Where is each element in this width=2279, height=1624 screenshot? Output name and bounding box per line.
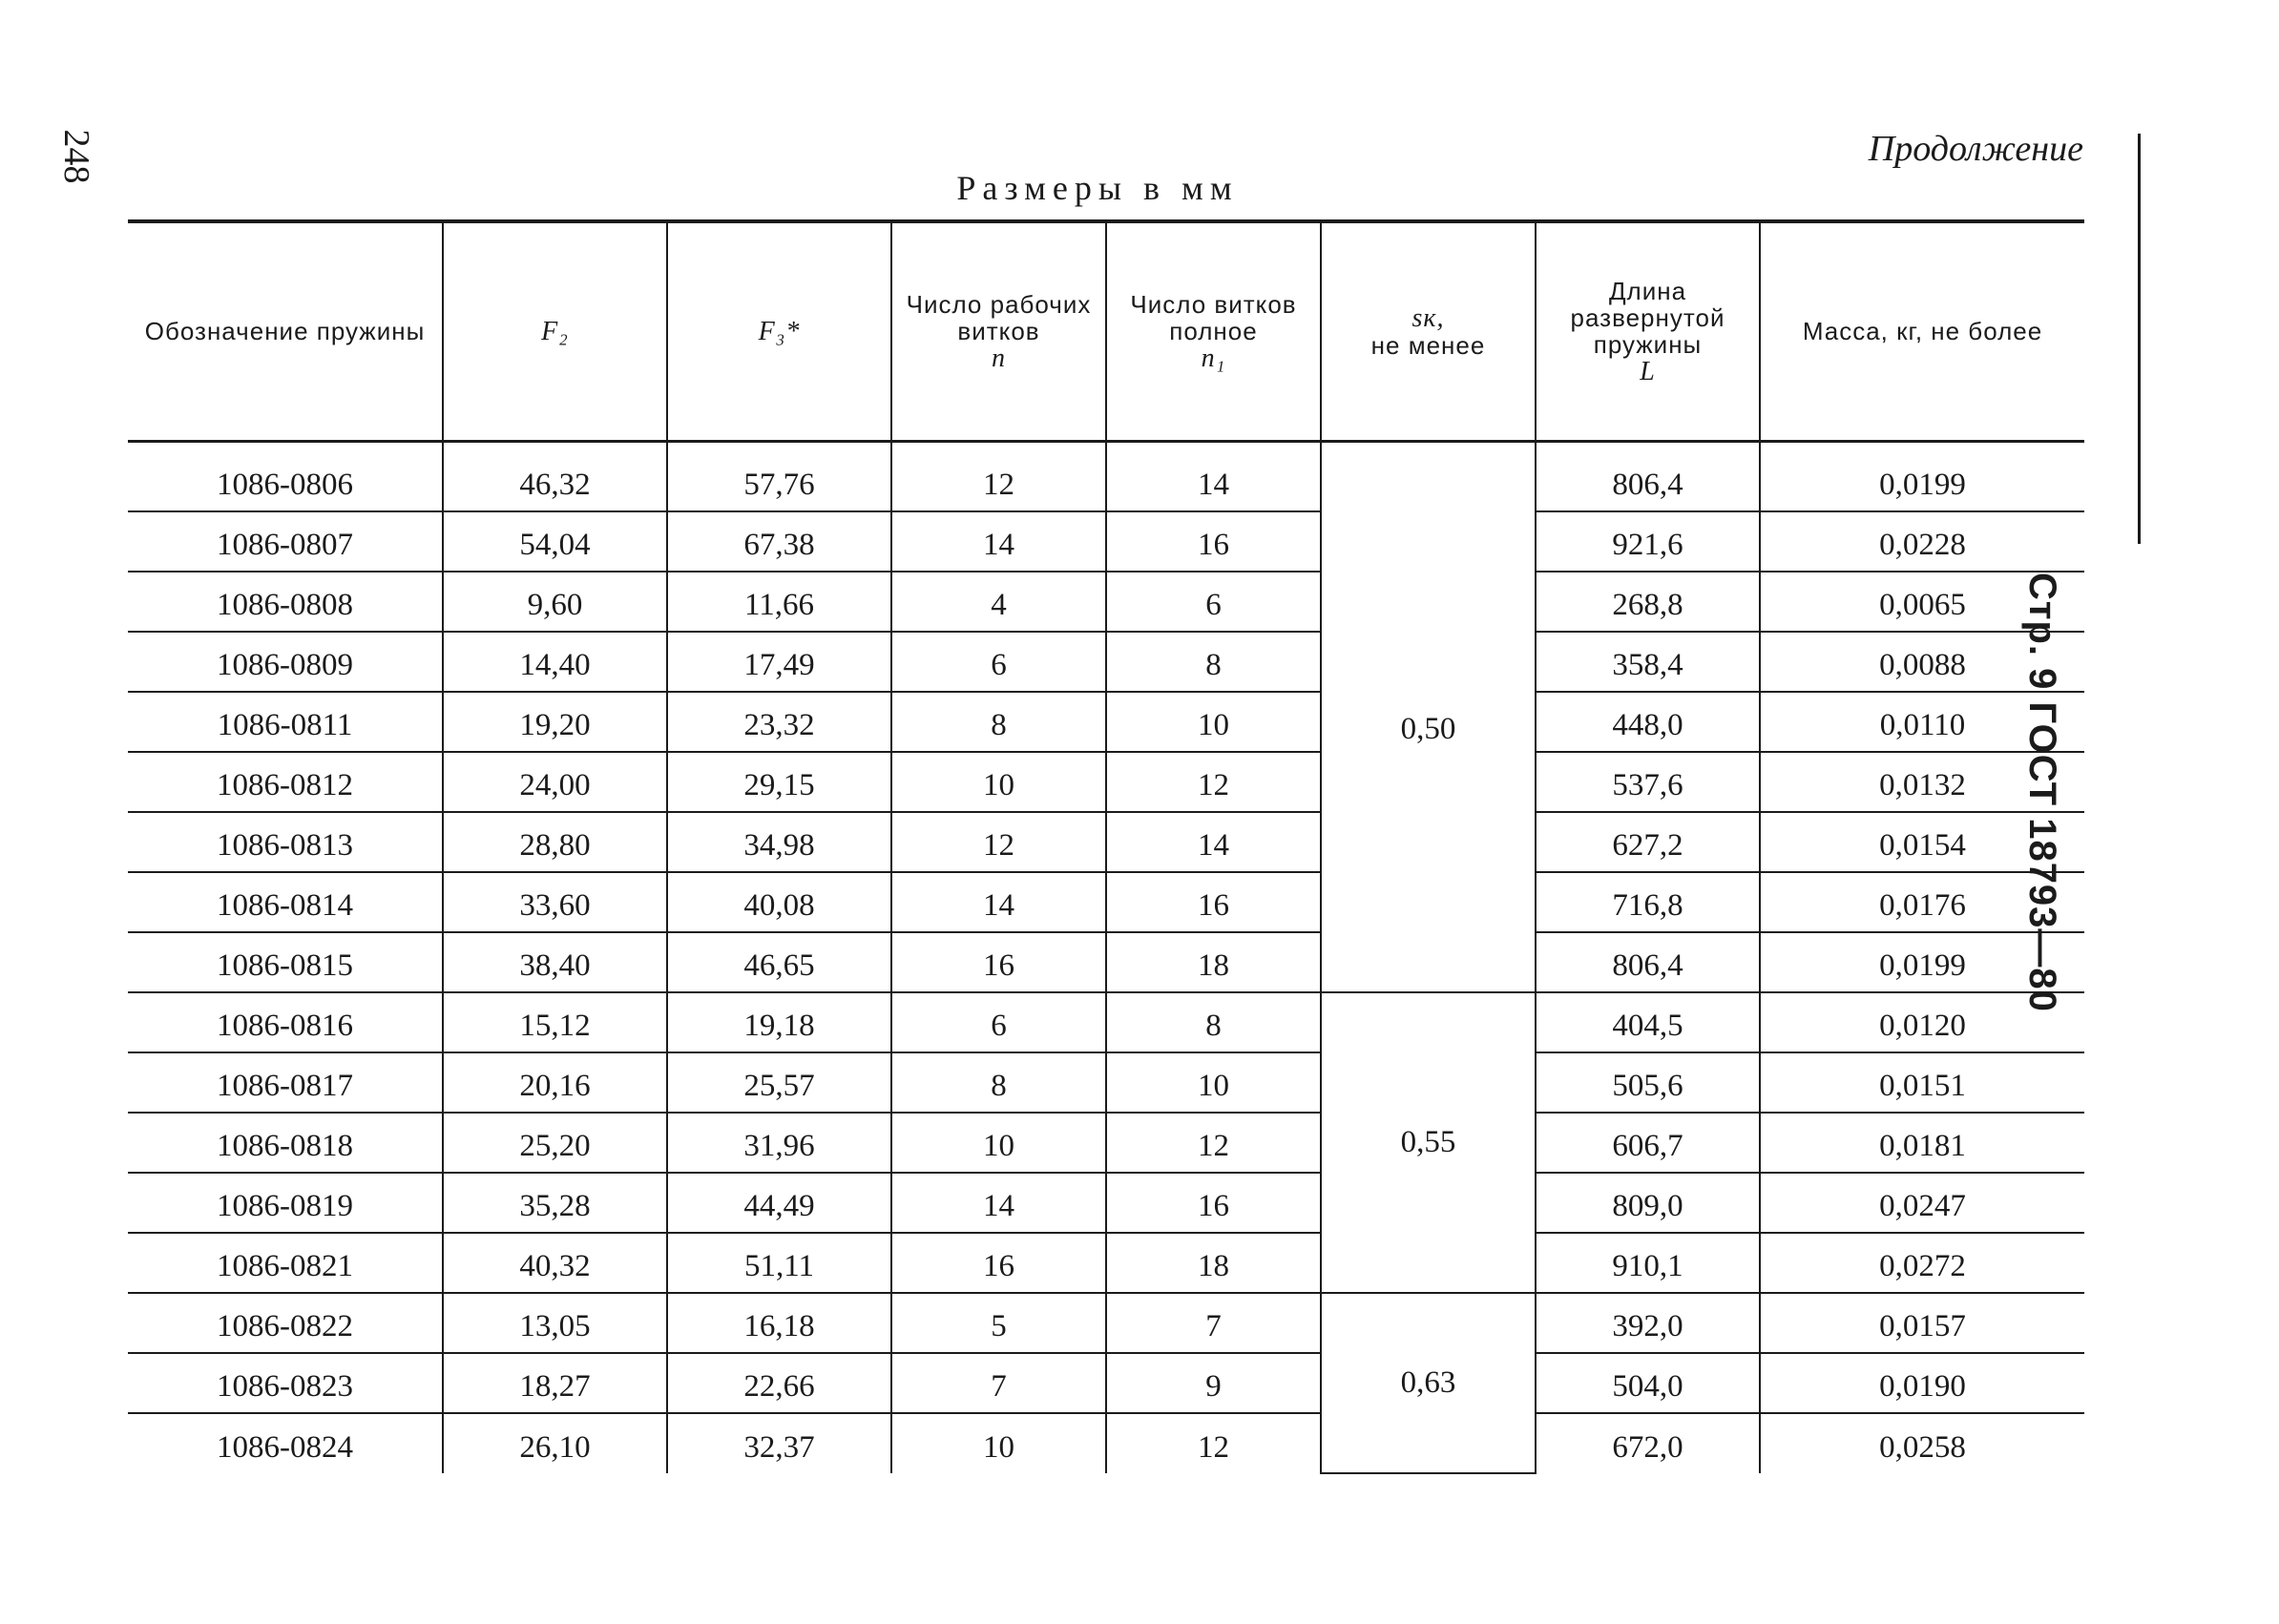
cell-f2: 18,27 [443,1353,667,1413]
cell-designation: 1086-0817 [128,1052,443,1113]
cell-total-turns: 12 [1106,1413,1321,1473]
cell-mass: 0,0154 [1760,812,2084,872]
cell-mass: 0,0065 [1760,572,2084,632]
cell-designation: 1086-0819 [128,1173,443,1233]
table-row [128,572,2084,632]
header-sk: sк, не менее [1321,221,1536,441]
cell-length: 716,8 [1536,872,1760,932]
cell-total-turns: 16 [1106,511,1321,572]
cell-designation: 1086-0808 [128,572,443,632]
cell-length: 806,4 [1536,441,1760,511]
cell-length: 806,4 [1536,932,1760,992]
table-row [128,932,2084,992]
cell-designation: 1086-0823 [128,1353,443,1413]
cell-mass: 0,0110 [1760,692,2084,752]
cell-f2: 40,32 [443,1233,667,1293]
cell-f3: 23,32 [667,692,891,752]
cell-length: 606,7 [1536,1113,1760,1173]
cell-working-turns: 6 [891,632,1106,692]
cell-f3: 44,49 [667,1173,891,1233]
cell-designation: 1086-0822 [128,1293,443,1353]
table-row [128,1293,2084,1353]
header-f2: F₂ [443,221,667,441]
continuation-label: Продолжение [1868,129,2083,169]
cell-mass: 0,0120 [1760,992,2084,1052]
cell-f3: 51,11 [667,1233,891,1293]
cell-length: 268,8 [1536,572,1760,632]
table-row [128,1173,2084,1233]
cell-length: 809,0 [1536,1173,1760,1233]
cell-f3: 29,15 [667,752,891,812]
table-row [128,511,2084,572]
cell-f3: 19,18 [667,992,891,1052]
cell-designation: 1086-0806 [128,441,443,511]
cell-total-turns: 16 [1106,872,1321,932]
cell-working-turns: 4 [891,572,1106,632]
cell-designation: 1086-0815 [128,932,443,992]
cell-f3: 22,66 [667,1353,891,1413]
page-number: 248 [56,129,96,184]
cell-working-turns: 16 [891,932,1106,992]
cell-f2: 28,80 [443,812,667,872]
cell-f3: 11,66 [667,572,891,632]
cell-total-turns: 9 [1106,1353,1321,1413]
cell-length: 392,0 [1536,1293,1760,1353]
dimensions-caption: Размеры в мм [956,169,1239,207]
cell-length: 505,6 [1536,1052,1760,1113]
table-row [128,752,2084,812]
cell-f3: 40,08 [667,872,891,932]
cell-total-turns: 8 [1106,992,1321,1052]
cell-designation: 1086-0812 [128,752,443,812]
cell-f2: 26,10 [443,1413,667,1473]
table-body [128,441,2084,1473]
cell-f2: 38,40 [443,932,667,992]
table-row [128,1233,2084,1293]
cell-mass: 0,0157 [1760,1293,2084,1353]
cell-sk: 0,55 [1321,992,1536,1293]
cell-working-turns: 12 [891,441,1106,511]
cell-working-turns: 6 [891,992,1106,1052]
cell-designation: 1086-0813 [128,812,443,872]
cell-mass: 0,0272 [1760,1233,2084,1293]
cell-f2: 14,40 [443,632,667,692]
cell-total-turns: 12 [1106,752,1321,812]
table-row [128,1113,2084,1173]
header-mass: Масса, кг, не более [1760,221,2084,441]
cell-working-turns: 10 [891,752,1106,812]
cell-total-turns: 8 [1106,632,1321,692]
cell-f2: 54,04 [443,511,667,572]
cell-designation: 1086-0821 [128,1233,443,1293]
cell-working-turns: 14 [891,1173,1106,1233]
cell-mass: 0,0176 [1760,872,2084,932]
cell-total-turns: 18 [1106,932,1321,992]
cell-f2: 19,20 [443,692,667,752]
cell-length: 448,0 [1536,692,1760,752]
cell-designation: 1086-0818 [128,1113,443,1173]
cell-total-turns: 18 [1106,1233,1321,1293]
cell-designation: 1086-0824 [217,1429,353,1465]
cell-f2: 9,60 [443,572,667,632]
cell-working-turns: 7 [891,1353,1106,1413]
cell-working-turns: 8 [891,1052,1106,1113]
cell-working-turns: 8 [891,692,1106,752]
cell-f2: 25,20 [443,1113,667,1173]
cell-length: 627,2 [1536,812,1760,872]
cell-f2: 13,05 [443,1293,667,1353]
cell-mass: 0,0247 [1760,1173,2084,1233]
table-row [128,872,2084,932]
table-row [128,1353,2084,1413]
header-working-turns: Число рабочих витков n [891,221,1106,441]
table-row [128,992,2084,1052]
cell-working-turns: 16 [891,1233,1106,1293]
spring-spec-table [128,219,2084,1474]
cell-designation: 1086-0811 [128,692,443,752]
cell-total-turns: 10 [1106,1052,1321,1113]
cell-f3: 32,37 [667,1413,891,1473]
cell-f3: 34,98 [667,812,891,872]
cell-length: 672,0 [1536,1413,1760,1473]
cell-total-turns: 16 [1106,1173,1321,1233]
table-row [128,632,2084,692]
cell-mass: 0,0228 [1760,511,2084,572]
table-row [128,692,2084,752]
table-row [128,1052,2084,1113]
cell-total-turns: 12 [1106,1113,1321,1173]
cell-designation: 1086-0807 [128,511,443,572]
cell-f2: 24,00 [443,752,667,812]
cell-f3: 46,65 [667,932,891,992]
cell-total-turns: 6 [1106,572,1321,632]
cell-working-turns: 10 [891,1413,1106,1473]
cell-length: 910,1 [1536,1233,1760,1293]
cell-f2: 20,16 [443,1052,667,1113]
cell-mass: 0,0199 [1760,441,2084,511]
cell-length: 358,4 [1536,632,1760,692]
cell-f3: 25,57 [667,1052,891,1113]
standard-label: Стр. 9 ГОСТ 18793—80 [2021,573,2063,1012]
cell-working-turns: 14 [891,511,1106,572]
cell-f2: 15,12 [443,992,667,1052]
table-row [128,1413,2084,1473]
cell-designation: 1086-0816 [128,992,443,1052]
cell-f3: 57,76 [667,441,891,511]
cell-f3: 31,96 [667,1113,891,1173]
cell-length: 921,6 [1536,511,1760,572]
cell-f3: 67,38 [667,511,891,572]
cell-mass: 0,0190 [1760,1353,2084,1413]
cell-total-turns: 14 [1106,812,1321,872]
header-row [128,221,2084,441]
cell-working-turns: 14 [891,872,1106,932]
cell-total-turns: 14 [1106,441,1321,511]
cell-mass: 0,0151 [1760,1052,2084,1113]
cell-sk: 0,63 [1321,1293,1536,1473]
cell-working-turns: 10 [891,1113,1106,1173]
cell-f3: 16,18 [667,1293,891,1353]
cell-total-turns: 10 [1106,692,1321,752]
cell-f2: 46,32 [443,441,667,511]
header-f3: F₃* [667,221,891,441]
cell-designation: 1086-0814 [128,872,443,932]
cell-total-turns: 7 [1106,1293,1321,1353]
cell-length: 404,5 [1536,992,1760,1052]
cell-designation: 1086-0809 [128,632,443,692]
cell-f3: 17,49 [667,632,891,692]
cell-f2: 33,60 [443,872,667,932]
cell-working-turns: 5 [891,1293,1106,1353]
cell-mass: 0,0181 [1760,1113,2084,1173]
cell-length: 504,0 [1536,1353,1760,1413]
cell-mass: 0,0199 [1760,932,2084,992]
cell-f2: 35,28 [443,1173,667,1233]
header-length: Длина развернутой пружины L [1536,221,1760,441]
cell-length: 537,6 [1536,752,1760,812]
table-row [128,812,2084,872]
cell-mass: 0,0132 [1760,752,2084,812]
header-designation: Обозначение пружины [128,221,443,441]
cell-mass: 0,0258 [1760,1413,2084,1473]
cell-mass: 0,0088 [1760,632,2084,692]
cell-working-turns: 12 [891,812,1106,872]
header-total-turns: Число витков полное n₁ [1106,221,1321,441]
table-row [128,441,2084,511]
cell-sk: 0,50 [1321,441,1536,992]
